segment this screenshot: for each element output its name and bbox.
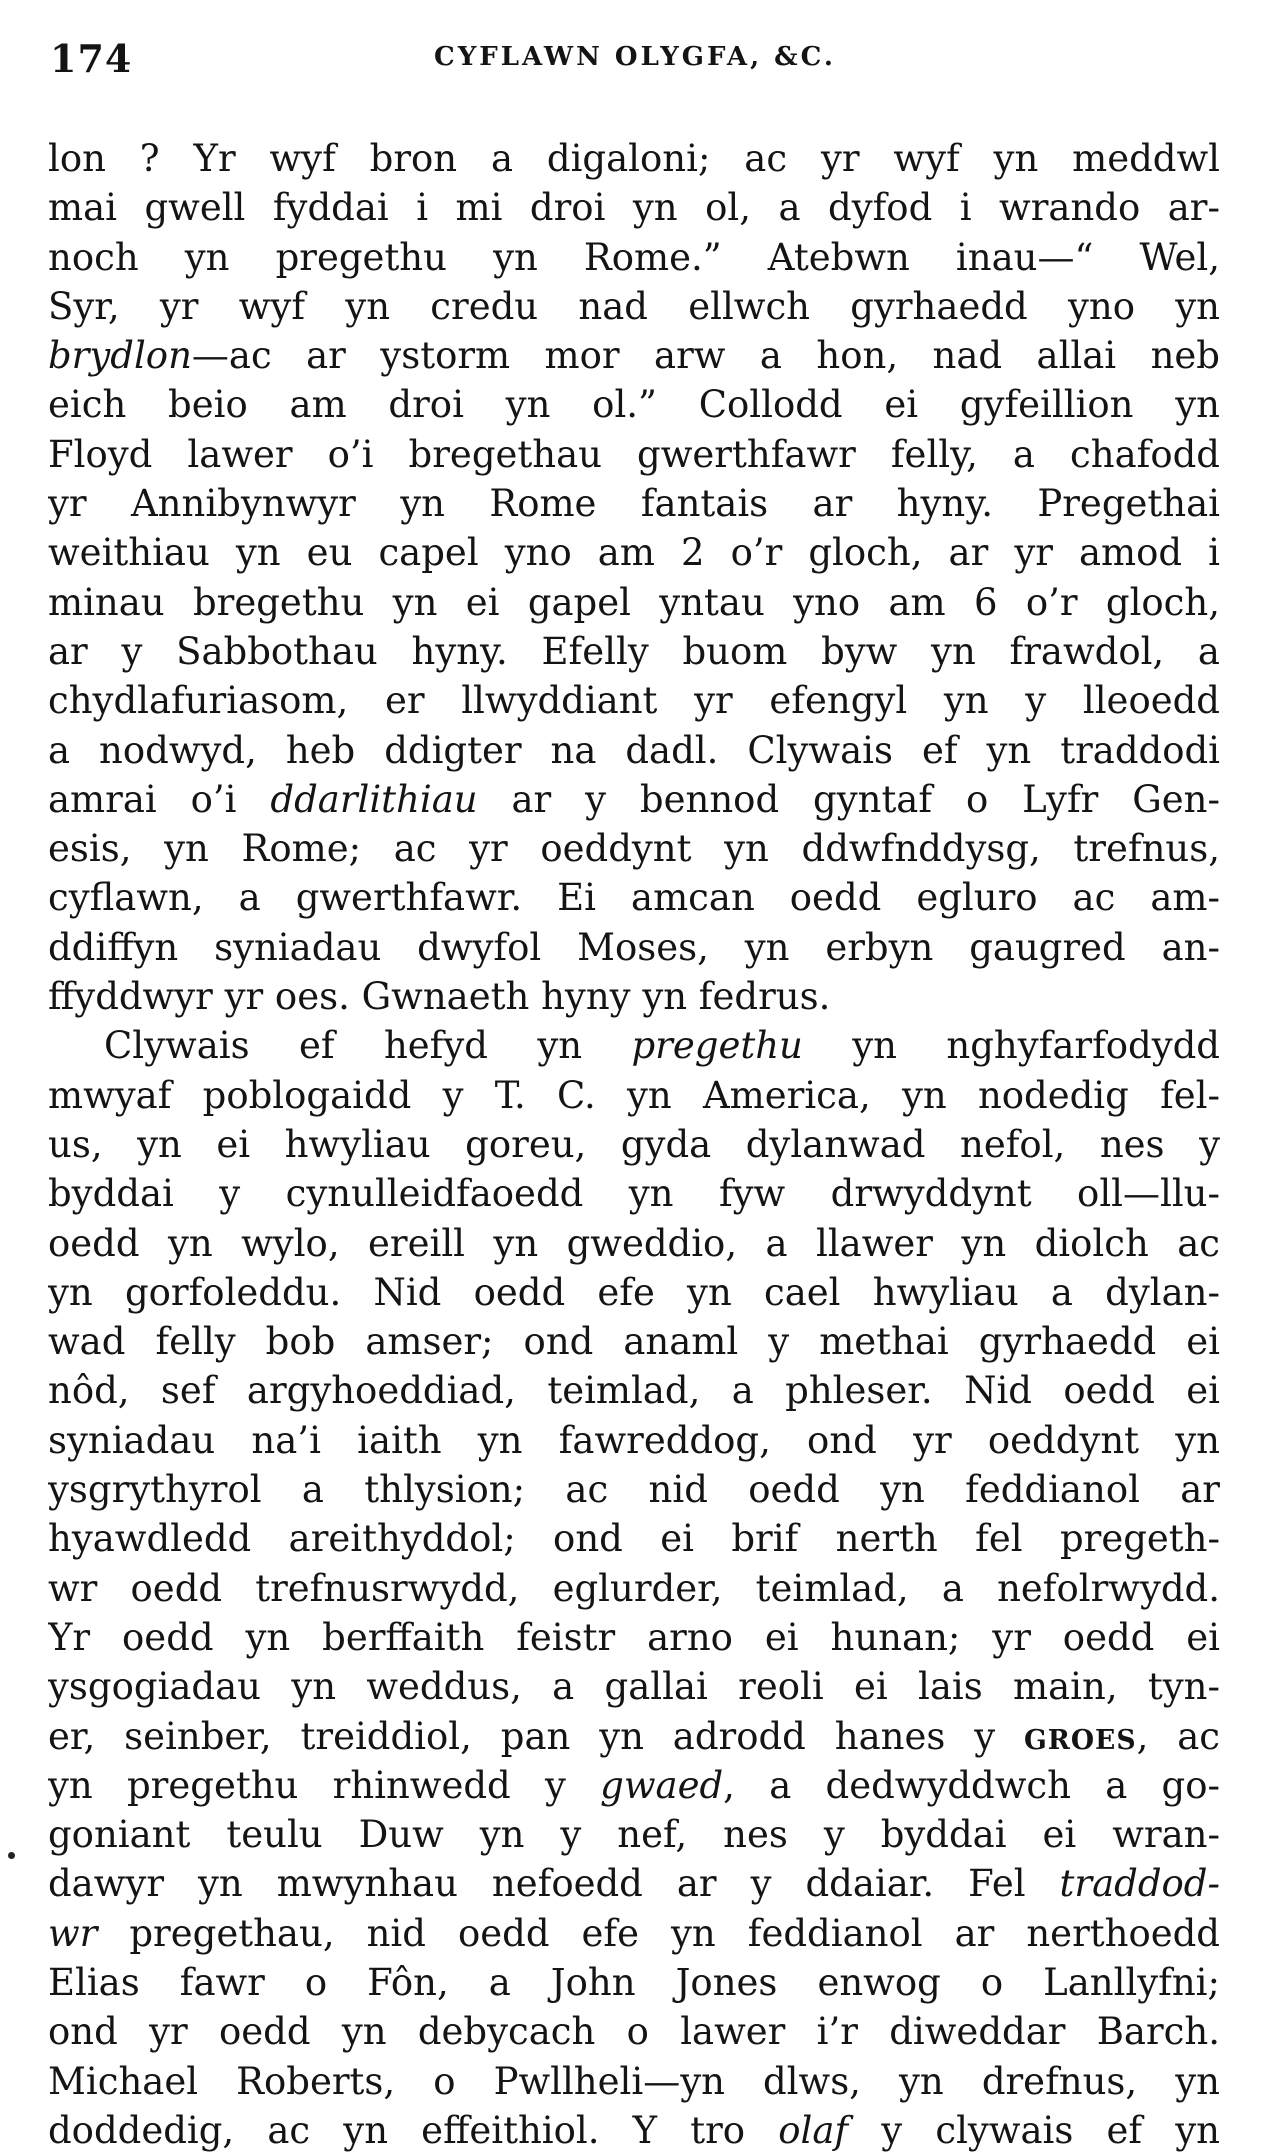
text-line xyxy=(48,972,1220,1021)
text-line xyxy=(48,1416,1220,1465)
text-line xyxy=(48,1120,1220,1169)
text-line xyxy=(48,1662,1220,1711)
body-text xyxy=(48,134,1220,2155)
text-segment: hyawdledd areithyddol; ond ei brif nerth fel pregeth- xyxy=(48,1517,1220,1561)
text-line xyxy=(48,2057,1220,2106)
text-line xyxy=(48,923,1220,972)
italic-text: wr xyxy=(48,1911,98,1955)
text-line xyxy=(48,578,1220,627)
text-line xyxy=(48,1810,1220,1859)
text-segment: yn gorfoleddu. Nid oedd efe yn cael hwyliau a dylan- xyxy=(48,1270,1220,1314)
text-segment: , a dedwyddwch a go- xyxy=(723,1763,1220,1807)
text-line xyxy=(48,233,1220,282)
text-segment: a nodwyd, heb ddigter na dadl. Clywais ef yn traddodi xyxy=(48,728,1220,772)
text-segment: Elias fawr o Fôn, a John Jones enwog o Lanllyfni; xyxy=(48,1960,1220,2004)
text-line xyxy=(48,1909,1220,1958)
text-segment: goniant teulu Duw yn y nef, nes y byddai ei wran- xyxy=(48,1813,1220,1857)
text-line xyxy=(48,1613,1220,1662)
text-segment: esis, yn Rome; ac yr oeddynt yn ddwfnddysg, trefnus, xyxy=(48,827,1220,871)
text-line xyxy=(48,430,1220,479)
text-segment: Syr, yr wyf yn credu nad ellwch gyrhaedd yno yn xyxy=(48,284,1220,328)
text-segment: Yr oedd yn berffaith feistr arno ei hunan; yr oedd ei xyxy=(48,1615,1220,1659)
text-segment: lon ? Yr wyf bron a digaloni; ac yr wyf yn meddwl xyxy=(48,137,1220,180)
text-segment: nôd, sef argyhoeddiad, teimlad, a phleser. Nid oedd ei xyxy=(48,1369,1220,1413)
text-segment: pregethau, nid oedd efe yn feddianol ar nerthoedd xyxy=(97,1911,1220,1955)
text-line xyxy=(48,1219,1220,1268)
small-caps-text: GROES xyxy=(1023,1724,1137,1756)
text-segment: Clywais ef hefyd yn xyxy=(104,1024,632,1068)
text-line xyxy=(48,775,1220,824)
text-line xyxy=(48,1465,1220,1514)
text-line xyxy=(48,873,1220,922)
text-segment: minau bregethu yn ei gapel yntau yno am 6 o’r gloch, xyxy=(48,580,1220,624)
text-segment: amrai o’i xyxy=(48,777,271,821)
text-line xyxy=(48,1958,1220,2007)
text-line xyxy=(48,1712,1220,1761)
text-segment: wad felly bob amser; ond anaml y methai gyrhaedd ei xyxy=(48,1320,1220,1364)
text-segment: Michael Roberts, o Pwllheli—yn dlws, yn drefnus, yn xyxy=(48,2059,1220,2103)
italic-text: traddod- xyxy=(1059,1862,1220,1906)
text-segment: mwyaf poblogaidd y T. C. yn America, yn nodedig fel- xyxy=(48,1073,1220,1117)
text-segment: chydlafuriasom, er llwyddiant yr efengyl yn y lleoedd xyxy=(48,679,1220,723)
text-line xyxy=(48,528,1220,577)
text-segment: mai gwell fyddai i mi droi yn ol, a dyfod i wrando ar- xyxy=(48,186,1220,230)
text-line xyxy=(48,1268,1220,1317)
text-segment: eich beio am droi yn ol.” Collodd ei gyfeillion yn xyxy=(48,383,1220,427)
text-line xyxy=(48,1514,1220,1563)
italic-text: olaf xyxy=(778,2108,849,2152)
page-number: 174 xyxy=(50,36,133,81)
page-header xyxy=(50,36,1220,86)
text-line xyxy=(48,282,1220,331)
text-segment: ddiffyn syniadau dwyfol Moses, yn erbyn gaugred an- xyxy=(48,925,1220,969)
text-line xyxy=(48,331,1220,380)
text-segment: dawyr yn mwynhau nefoedd ar y ddaiar. Fel xyxy=(48,1862,1060,1906)
text-line xyxy=(48,134,1220,183)
margin-mark xyxy=(8,1852,15,1859)
text-line xyxy=(48,1366,1220,1415)
text-segment: us, yn ei hwyliau goreu, gyda dylanwad nefol, nes y xyxy=(48,1122,1220,1166)
text-line xyxy=(48,380,1220,429)
italic-text: pregethu xyxy=(631,1024,803,1068)
text-segment: cyflawn, a gwerthfawr. Ei amcan oedd egluro ac am- xyxy=(48,876,1220,920)
text-segment: doddedig, ac yn effeithiol. Y tro xyxy=(48,2108,779,2152)
text-line xyxy=(48,1859,1220,1908)
text-segment: noch yn pregethu yn Rome.” Atebwn inau—“ Wel, xyxy=(48,235,1220,279)
text-segment: , ac xyxy=(1136,1714,1220,1758)
text-line xyxy=(48,1169,1220,1218)
text-line xyxy=(48,824,1220,873)
text-segment: yr Annibynwyr yn Rome fantais ar hyny. Pregethai xyxy=(48,482,1220,526)
text-segment: ond yr oedd yn debycach o lawer i’r diweddar Barch. xyxy=(48,2010,1220,2054)
text-line xyxy=(48,726,1220,775)
running-head: CYFLAWN OLYGFA, &C. xyxy=(434,42,836,72)
text-segment: yn nghyfarfodydd xyxy=(802,1024,1220,1068)
text-line xyxy=(48,2106,1220,2155)
text-segment: wr oedd trefnusrwydd, eglurder, teimlad, a nefolrwydd. xyxy=(48,1566,1220,1610)
text-line xyxy=(48,627,1220,676)
text-line xyxy=(48,1317,1220,1366)
text-segment: ysgrythyrol a thlysion; ac nid oedd yn feddianol ar xyxy=(48,1468,1220,1512)
italic-text: gwaed xyxy=(600,1763,724,1807)
text-line xyxy=(48,1021,1220,1070)
text-segment: yn pregethu rhinwedd y xyxy=(48,1763,601,1807)
text-line xyxy=(48,1564,1220,1613)
text-line xyxy=(48,2007,1220,2056)
text-segment: weithiau yn eu capel yno am 2 o’r gloch, ar yr amod i xyxy=(48,531,1220,575)
text-segment: ar y bennod gyntaf o Lyfr Gen- xyxy=(477,777,1220,821)
text-segment: ffyddwyr yr oes. Gwnaeth hyny yn fedrus. xyxy=(48,975,831,1019)
text-line xyxy=(48,183,1220,232)
text-segment: byddai y cynulleidfaoedd yn fyw drwyddynt oll—llu- xyxy=(48,1172,1220,1216)
text-line xyxy=(48,1071,1220,1120)
text-segment: Floyd lawer o’i bregethau gwerthfawr felly, a chafodd xyxy=(48,432,1220,476)
italic-text: ddarlithiau xyxy=(270,777,478,821)
text-segment: oedd yn wylo, ereill yn gweddio, a llawer yn diolch ac xyxy=(48,1221,1220,1265)
text-segment: y clywais ef yn xyxy=(848,2108,1220,2152)
text-line xyxy=(48,1761,1220,1810)
text-segment: er, seinber, treiddiol, pan yn adrodd hanes y xyxy=(48,1714,1024,1758)
text-line xyxy=(48,676,1220,725)
text-segment: —ac ar ystorm mor arw a hon, nad allai neb xyxy=(191,334,1220,378)
text-segment: ysgogiadau yn weddus, a gallai reoli ei lais main, tyn- xyxy=(48,1665,1220,1709)
text-segment: syniadau na’i iaith yn fawreddog, ond yr oeddynt yn xyxy=(48,1418,1220,1462)
text-line xyxy=(48,479,1220,528)
italic-text: brydlon xyxy=(48,334,192,378)
text-segment: ar y Sabbothau hyny. Efelly buom byw yn frawdol, a xyxy=(48,629,1220,673)
